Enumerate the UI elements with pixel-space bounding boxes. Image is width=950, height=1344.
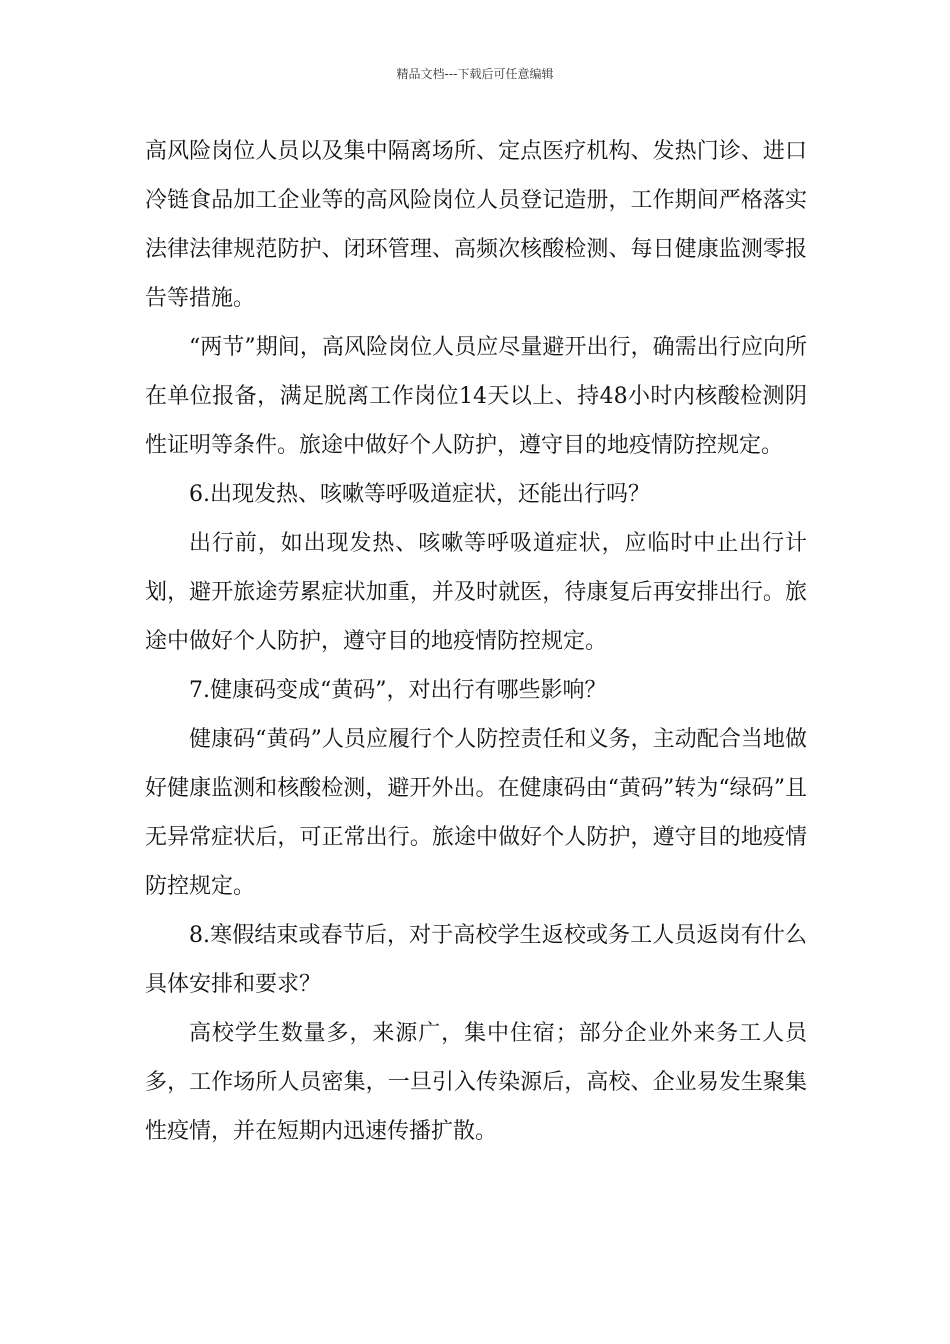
question-7: 7.健康码变成“黄码”，对出行有哪些影响？ [189, 678, 607, 703]
paragraph-holiday-travel: “两节”期间，高风险岗位人员应尽量避开出行，确需出行应向所在单位报备，满足脱离工作岗位14天以上、持48小时内核酸检测阴性证明等条件。旅途中做好个人防护，遵守目的地疫情防控规定。 [145, 335, 807, 458]
answer-7: 健康码“黄码”人员应履行个人防控责任和义务，主动配合当地做好健康监测和核酸检测，避开外出。在健康码由“黄码”转为“绿码”且无异常症状后，可正常出行。旅途中做好个人防护，遵守目的地疫情防控规定。 [145, 727, 807, 899]
document-body [145, 127, 807, 1156]
question-6: 6.出现发热、咳嗽等呼吸道症状，还能出行吗？ [189, 482, 650, 507]
question-8: 8.寒假结束或春节后，对于高校学生返校或务工人员返岗有什么具体安排和要求？ [145, 923, 807, 997]
page-header: 精品文档---下载后可任意编辑 [396, 67, 554, 81]
answer-8: 高校学生数量多，来源广，集中住宿；部分企业外来务工人员多，工作场所人员密集，一旦引入传染源后，高校、企业易发生聚集性疫情，并在短期内迅速传播扩散。 [145, 1021, 807, 1144]
paragraph-high-risk-registration: 高风险岗位人员以及集中隔离场所、定点医疗机构、发热门诊、进口冷链食品加工企业等的高风险岗位人员登记造册，工作期间严格落实法律法律规范防护、闭环管理、高频次核酸检测、每日健康监测零报告等措施。 [145, 139, 807, 311]
answer-6: 出行前，如出现发热、咳嗽等呼吸道症状，应临时中止出行计划，避开旅途劳累症状加重，并及时就医，待康复后再安排出行。旅途中做好个人防护，遵守目的地疫情防控规定。 [145, 531, 807, 654]
